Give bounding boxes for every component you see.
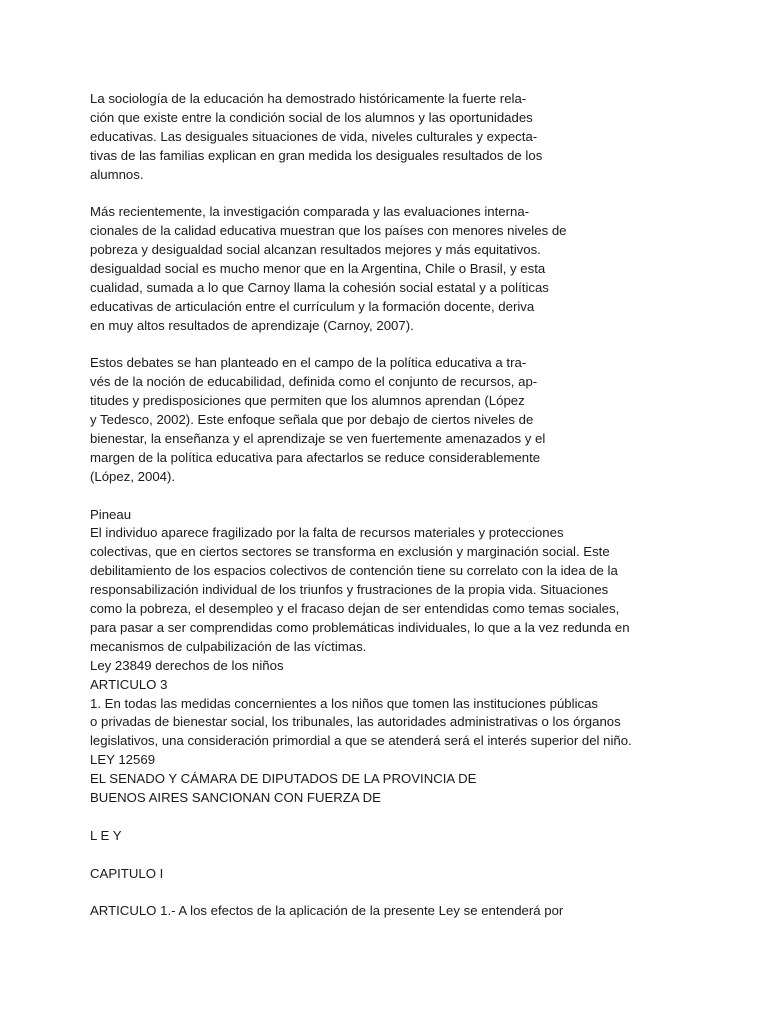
text-line: Más recientemente, la investigación comparada y las evaluaciones interna- xyxy=(90,204,530,220)
text-line: educativas de articulación entre el currículum y la formación docente, deriva xyxy=(90,298,535,314)
text-line: tivas de las familias explican en gran medida los desiguales resultados de los xyxy=(90,147,543,163)
text-line: cualidad, sumada a lo que Carnoy llama la cohesión social estatal y a políticas xyxy=(90,279,549,295)
text-line: pobreza y desigualdad social alcanzan resultados mejores y más equitativos. xyxy=(90,242,541,258)
law-title-23849: Ley 23849 derechos de los niños xyxy=(90,657,284,673)
text-line: 1. En todas las medidas concernientes a los niños que tomen las instituciones públicas xyxy=(90,695,599,711)
paragraph-investigacion xyxy=(90,203,690,335)
text-line: cionales de la calidad educativa muestran que los países con menores niveles de xyxy=(90,223,567,239)
text-line: La sociología de la educación ha demostrado históricamente la fuerte rela- xyxy=(90,91,527,106)
text-line: Estos debates se han planteado en el campo de la política educativa a tra- xyxy=(90,355,527,371)
text-line: ción que existe entre la condición social de los alumnos y las oportunidades xyxy=(90,109,533,125)
paragraph-sociologia xyxy=(90,90,690,184)
text-line: BUENOS AIRES SANCIONAN CON FUERZA DE xyxy=(90,789,381,805)
text-line: alumnos. xyxy=(90,166,144,182)
article-heading: ARTICULO 3 xyxy=(90,676,168,692)
text-line: educativas. Las desiguales situaciones de vida, niveles culturales y expecta- xyxy=(90,128,538,144)
paragraph-pineau-ley xyxy=(90,506,690,808)
articulo-1-text: ARTICULO 1.- A los efectos de la aplicación de la presente Ley se entenderá por xyxy=(90,903,564,919)
text-line: EL SENADO Y CÁMARA DE DIPUTADOS DE LA PROVINCIA DE xyxy=(90,771,477,787)
text-line: bienestar, la enseñanza y el aprendizaje se ven fuertemente amenazados y el xyxy=(90,431,546,447)
articulo-1 xyxy=(90,902,690,921)
text-line: o privadas de bienestar social, los tribunales, las autoridades administrativas o los órganos xyxy=(90,714,621,730)
ley-heading xyxy=(90,827,690,846)
section-label-pineau: Pineau xyxy=(90,506,132,522)
text-line: margen de la política educativa para afectarlos se reduce considerablemente xyxy=(90,449,541,465)
text-line: titudes y predisposiciones que permiten que los alumnos aprendan (López xyxy=(90,393,525,409)
text-line: en muy altos resultados de aprendizaje (Carnoy, 2007). xyxy=(90,317,414,333)
text-line: colectivas, que en ciertos sectores se transforma en exclusión y marginación social. Este xyxy=(90,544,610,560)
text-line: como la pobreza, el desempleo y el fracaso dejan de ser entendidas como temas sociales, xyxy=(90,601,620,617)
text-line: responsabilización individual de los triunfos y frustraciones de la propia vida. Situaciones xyxy=(90,582,609,598)
capitulo-heading xyxy=(90,865,690,884)
capitulo-heading-text: CAPITULO I xyxy=(90,865,164,881)
ley-heading-text: L E Y xyxy=(90,827,122,843)
text-line: (López, 2004). xyxy=(90,468,176,484)
text-line: y Tedesco, 2002). Este enfoque señala que por debajo de ciertos niveles de xyxy=(90,412,534,428)
text-line: vés de la noción de educabilidad, definida como el conjunto de recursos, ap- xyxy=(90,374,538,390)
text-line: desigualdad social es mucho menor que en la Argentina, Chile o Brasil, y esta xyxy=(90,261,546,277)
law-title-12569: LEY 12569 xyxy=(90,752,156,768)
text-line: mecanismos de culpabilización de las víctimas. xyxy=(90,638,367,654)
text-line: debilitamiento de los espacios colectivos de contención tiene su correlato con la idea de la xyxy=(90,563,618,579)
document-page xyxy=(90,90,690,940)
text-line: legislativos, una consideración primordial a que se atenderá será el interés superior del niño. xyxy=(90,733,632,749)
text-line: para pasar a ser comprendidas como problemáticas individuales, lo que a la vez redunda en xyxy=(90,619,630,635)
text-line: El individuo aparece fragilizado por la falta de recursos materiales y protecciones xyxy=(90,525,564,541)
paragraph-debates xyxy=(90,354,690,486)
